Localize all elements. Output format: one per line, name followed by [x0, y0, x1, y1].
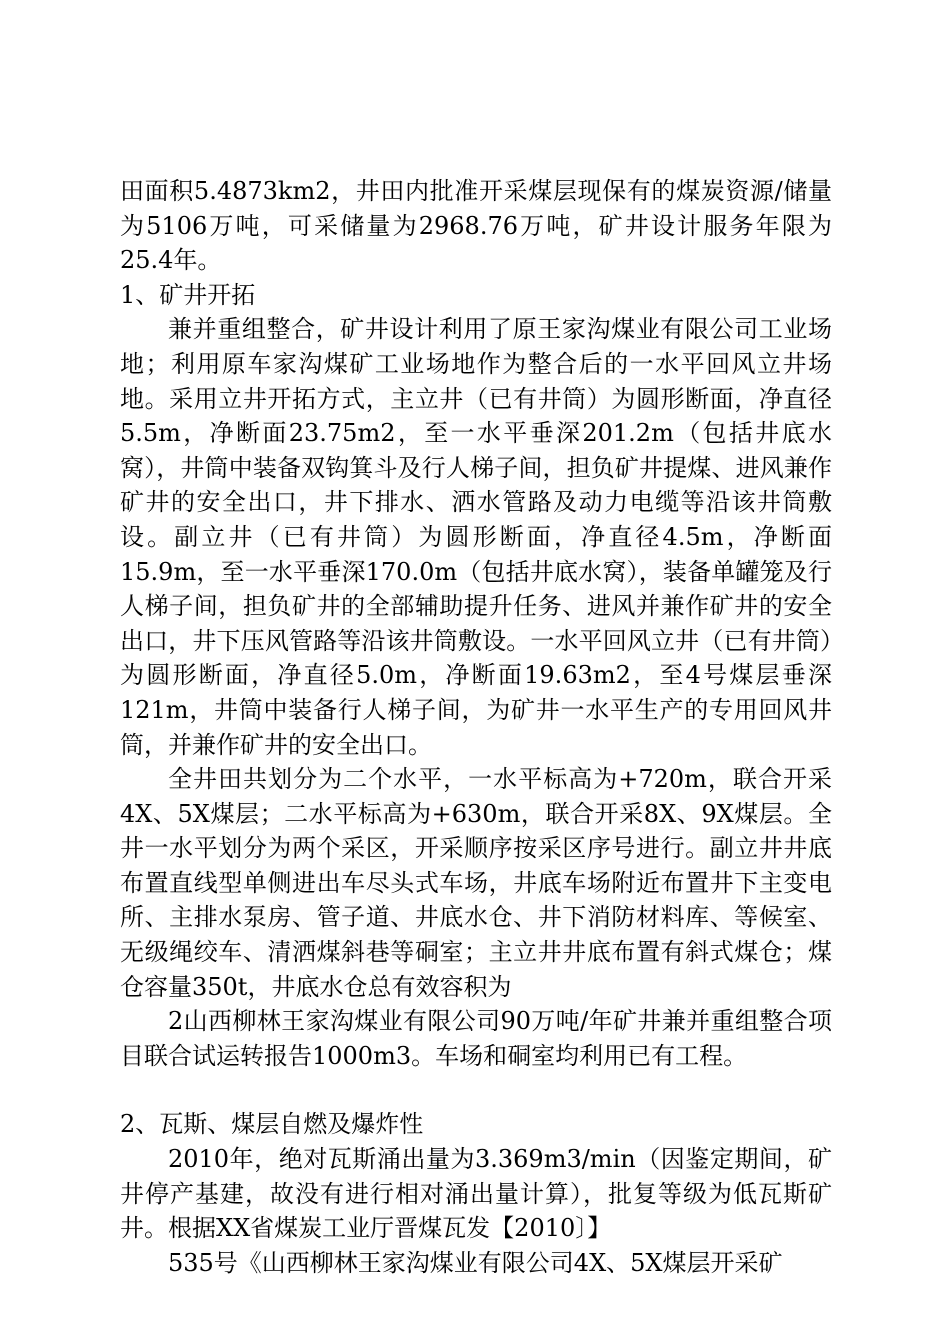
- paragraph-resource-summary: 田面积5.4873km2，井田内批准开采煤层现保有的煤炭资源/储量为5106万吨，可采储量为2968.76万吨，矿井设计服务年限为25.4年。: [120, 177, 832, 275]
- paragraph-trial-report: 2山西柳林王家沟煤业有限公司90万吨/年矿井兼并重组整合项目联合试运转报告1000m3。车场和硐室均利用已有工程。: [120, 1007, 832, 1070]
- paragraph-shaft-development: 兼并重组整合，矿井设计利用了原王家沟煤业有限公司工业场地；利用原车家沟煤矿工业场地作为整合后的一水平回风立井场地。采用立井开拓方式，主立井（已有井筒）为圆形断面，净直径5.5m，净断面23.75m2，至一水平垂深201.2m（包括井底水窝），井筒中装备双钩箕斗及行人梯子间，担负矿井提煤、进风兼作矿井的安全出口，井下排水、洒水管路及动力电缆等沿该井筒敷设。副立井（已有井筒）为圆形断面，净直径4.5m，净断面15.9m，至一水平垂深170.0m（包括井底水窝），装备单罐笼及行人梯子间，担负矿井的全部辅助提升任务、进风并兼作矿井的安全出口，井下压风管路等沿该井筒敷设。一水平回风立井（已有井筒）为圆形断面，净直径5.0m，净断面19.63m2，至4号煤层垂深121m，井筒中装备行人梯子间，为矿井一水平生产的专用回风井筒，并兼作矿井的安全出口。: [120, 315, 832, 759]
- paragraph-gas-emission: 2010年，绝对瓦斯涌出量为3.369m3/min（因鉴定期间，矿井停产基建，故没有进行相对涌出量计算），批复等级为低瓦斯矿井。根据XX省煤炭工业厅晋煤瓦发【2010〕】: [120, 1145, 832, 1243]
- paragraph-approval-document: 535号《山西柳林王家沟煤业有限公司4X、5X煤层开采矿: [168, 1248, 783, 1277]
- section-heading-mine-development: 1、矿井开拓: [120, 280, 256, 309]
- section-heading-gas-coal-seam: 2、瓦斯、煤层自燃及爆炸性: [120, 1110, 424, 1139]
- document-body: [120, 174, 832, 1280]
- paragraph-level-division: 全井田共划分为二个水平，一水平标高为+720m，联合开采4X、5X煤层；二水平标高为+630m，联合开采8X、9X煤层。全井一水平划分为两个采区，开采顺序按采区序号进行。副立井井底布置直线型单侧进出车尽头式车场，井底车场附近布置井下主变电所、主排水泵房、管子道、井底水仓、井下消防材料库、等候室、无级绳绞车、清洒煤斜巷等硐室；主立井井底布置有斜式煤仓；煤仓容量350t，井底水仓总有效容积为: [120, 765, 832, 1001]
